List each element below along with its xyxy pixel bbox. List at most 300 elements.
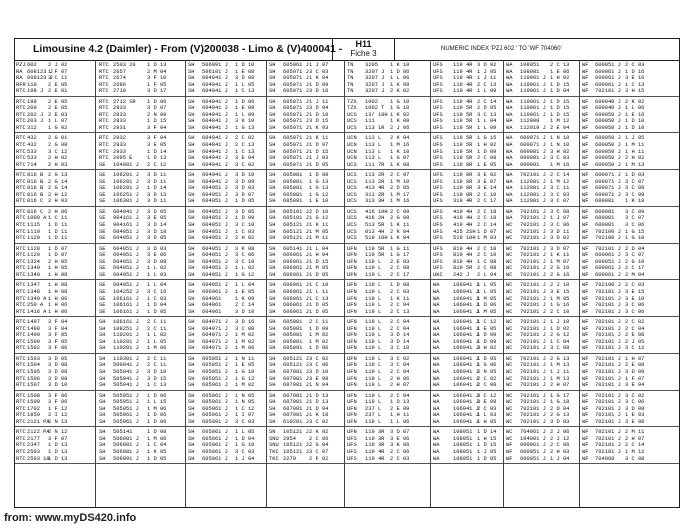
table-cell: TZX [347,105,357,112]
table-cell: 1 H 06 [48,308,68,315]
table-cell: 3 E 14 [477,185,497,192]
table-cell: UCN [347,148,357,155]
table-cell: 2 H 02 [48,155,68,162]
table-cell: UFS [433,245,443,252]
table-cell: 1 C 13 [147,382,167,389]
table-cell: 113 1R [365,124,385,131]
table-cell: SH [188,399,195,406]
table-cell: TZX [347,98,357,105]
table-cell: 2 G 12 [550,332,570,339]
table-cell: 1 H 08 [48,271,68,278]
table-cell: UCS [347,208,357,215]
table-cell: 119 5R [453,155,473,162]
table-cell: SH [188,338,195,345]
table-cell: 2122 PA [27,429,50,436]
table-cell: 3 E 08 [625,418,645,425]
table-cell: WA [433,345,440,352]
table-cell: RTC [16,124,26,131]
table-cell: 3 C 06 [625,302,645,309]
table-cell: 1 E 06 [550,68,570,75]
table-cell: WF [582,124,589,131]
table-cell: 1 L 03 [147,271,167,278]
table-cell: UCS [347,111,357,118]
table-cell: WA [506,111,513,118]
table-cell: 106041 J [453,325,479,332]
table-cell: 1 E 05 [477,161,497,168]
table-cell: SH [99,442,106,449]
table-cell: 3 D 10 [48,382,68,389]
table-cell: UFN [347,258,357,265]
table-cell: 1 N 04 [309,382,329,389]
table-cell: 606061 J [283,295,309,302]
table-cell: SE [99,288,106,295]
table-cell: 106041 J [453,399,479,406]
table-cell: RTC [16,245,26,252]
table-cell: 3 F 04 [48,325,68,332]
table-cell: 604071 J [202,345,228,352]
table-cell: RTC [99,75,109,82]
table-cell: 1 N 05 [235,392,255,399]
table-cell: SH [188,382,195,389]
table-cell: 2 F 02 [309,455,329,462]
table-cell: 605071 J [283,148,309,155]
table-cell: 1 G 07 [390,155,410,162]
table-cell: WF [582,191,589,198]
table-cell: 605061 J [202,435,228,442]
table-cell: UFN [347,332,357,339]
table-cell: 1 D 07 [48,252,68,259]
table-cell: 1 G 10 [235,368,255,375]
table-cell: RTC [16,208,26,215]
table-cell: 3 C 08 [550,208,570,215]
table-cell: 1 J 11 [477,75,497,82]
table-cell: 2 G 08 [48,142,68,149]
table-cell: RTC [16,142,26,149]
table-cell: 606061 J [283,282,309,289]
table-cell: 2 H 06 [390,375,410,382]
table-cell: 604051 J [202,222,228,229]
table-cell: 1 J 04 [550,455,570,462]
table-cell: WF [582,98,589,105]
table-cell: 604071 J [202,325,228,332]
table-cell: 2833 [113,118,126,125]
table-cell: 3 D 08 [48,375,68,382]
table-cell: 506081 J [113,435,139,442]
table-cell: 1 F 07 [625,375,645,382]
table-cell: 3 D 08 [235,75,255,82]
table-cell: 3 K 08 [235,245,255,252]
table-cell: 819 5R [453,265,473,272]
table-cell: 2 C 08 [477,382,497,389]
table-cell: 1 D 09 [477,332,497,339]
table-cell: 3 C 03 [309,68,329,75]
table-cell: SH [188,98,195,105]
table-cell: 3 E 07 [477,178,497,185]
table-cell: 3 C 04 [390,362,410,369]
fiche-box [333,39,395,60]
table-cell: 3 F 05 [48,332,68,339]
table-cell: 1 C 13 [235,88,255,95]
table-cell: 1 K 11 [390,222,410,229]
table-cell: 702101 J [520,382,546,389]
table-cell: SH [188,105,195,112]
table-cell: RTC [16,161,26,168]
table-cell: SH [269,208,276,215]
table-cell: 3 H 15 [625,88,645,95]
table-cell: 3 C 09 [625,191,645,198]
table-cell: 110201 J [113,338,139,345]
table-cell: 605051 J [202,375,228,382]
table-cell: 2 E 09 [390,405,410,412]
table-cell: WA [433,355,440,362]
table-cell: SH [188,442,195,449]
table-cell: WC [506,228,513,235]
table-cell: 2 C 11 [309,319,329,326]
table-cell: 106041 J [453,282,479,289]
table-cell: TN [347,75,354,82]
table-cell: 702101 J [520,215,546,222]
table-cell: WA [506,88,513,95]
table-cell: RTC [16,362,26,369]
table-cell: 106041 J [453,368,479,375]
table-cell: 198 J [27,88,44,95]
table-cell: SH [99,325,106,332]
table-cell: 702101 J [520,222,546,229]
table-cell: 1 M 17 [390,191,410,198]
table-cell: UFN [347,338,357,345]
table-cell: 1 M 05 [550,295,570,302]
table-cell: 2 C 02 [235,135,255,142]
table-cell: 3 C 10 [390,345,410,352]
table-cell: 199 [27,98,37,105]
table-cell: 106041 J [453,332,479,339]
table-cell: SH [269,418,276,425]
table-cell: UFS [433,98,443,105]
table-cell: 2 C 07 [390,172,410,179]
table-cell: 1 D 11 [48,228,68,235]
table-cell: 1324 [27,258,40,265]
table-cell: 3 E 02 [477,172,497,179]
table-cell: 413 4R [365,185,385,192]
table-cell: UFS [433,135,443,142]
table-cell: 106041 J [453,375,479,382]
table-cell: WF [582,392,589,399]
table-cell: WC [506,429,513,436]
table-cell: 2 H 03 [550,448,570,455]
table-cell: WC [506,258,513,265]
table-cell: 119 5R [453,105,473,112]
table-cell: 904161 J [113,222,139,229]
table-cell: 1 M 12 [550,118,570,125]
table-cell: SH [188,282,195,289]
table-cell: 1 D 16 [625,68,645,75]
table-cell: 605061 J [202,412,228,419]
table-cell: 2995 E [113,155,133,162]
table-cell: 702101 J [595,435,621,442]
table-cell: 119 5R [453,124,473,131]
table-cell: 2932 [113,135,126,142]
table-cell: WF [582,178,589,185]
table-cell: 3207 J [365,88,385,95]
page-title: Limousine 4.2 (Daimler) - From (V)200038 - Limo & (V)400041 - [15,39,333,60]
table-cell: RTC [16,455,26,462]
table-cell: SN [269,429,276,436]
table-cell: SE [99,265,106,272]
table-cell: 2 C 06 [550,442,570,449]
table-cell: SH [99,418,106,425]
table-cell: 1499 [27,332,40,339]
table-cell: 1 K 09 [390,81,410,88]
table-cell: RTC [16,105,26,112]
table-cell: 1 D 06 [309,345,329,352]
table-cell: WF [582,442,589,449]
table-cell: 119 5R [365,252,385,259]
table-cell: SH [188,81,195,88]
table-cell: WF [582,282,589,289]
table-cell: 505051 J [113,399,139,406]
table-cell: WA [506,75,513,82]
table-cell: SH [269,191,276,198]
table-cell: 714 [27,161,37,168]
table-cell: SH [188,252,195,259]
table-cell: 605051 J [202,362,228,369]
table-cell: SH [269,258,276,265]
table-cell: 1 G 15 [477,135,497,142]
table-cell: 119 L [365,302,382,309]
table-cell: 702101 J [595,88,621,95]
table-cell: 113 L [365,142,382,149]
table-cell: 1 H 05 [48,265,68,272]
table-cell: WF [582,355,589,362]
table-cell: 237 L [365,405,382,412]
table-cell: 600061 J [595,68,621,75]
table-cell: 1 D 15 [550,111,570,118]
table-cell: 1 D 13 [309,392,329,399]
table-cell: SH [188,198,195,205]
table-cell: 604051 J [202,215,228,222]
table-cell: 702101 J [520,252,546,259]
table-cell: 519 10H [365,235,388,242]
table-cell: 1 D 04 [147,302,167,309]
table-cell: 106041 J [453,392,479,399]
table-cell: 1 F 07 [48,68,68,75]
table-cell: RTC [16,295,26,302]
table-cell: 1 F 05 [147,81,167,88]
table-cell: 2 C 10 [477,252,497,259]
table-cell: 1505 [27,368,40,375]
table-cell: 112081 J [520,198,546,205]
table-cell: SH [269,185,276,192]
table-cell: 1 D 13 [147,155,167,162]
table-cell: SH [188,215,195,222]
table-cell: 110061 J [520,98,546,105]
table-cell: 605081 [283,332,303,339]
table-cell: 1 E 16 [625,111,645,118]
table-cell: 2833 [113,105,126,112]
table-cell: 3 D 04 [309,105,329,112]
table-cell: 604051 J [202,271,228,278]
table-cell: UFN [347,302,357,309]
table-cell: 1 D 06 [235,98,255,105]
table-cell: 1 D 09 [309,81,329,88]
table-cell: 1 H 02 [477,142,497,149]
table-cell: 702101 J [595,362,621,369]
table-cell: UFN [347,355,357,362]
table-cell: SH [188,222,195,229]
table-cell: 3 C 06 [625,222,645,229]
table-cell: 604041 J [202,105,228,112]
table-cell: 702101 J [520,392,546,399]
table-cell: UCS [347,161,357,168]
table-cell: RTC [16,288,26,295]
table-cell: 604041 J [202,88,228,95]
table-cell: 604051 J [202,265,228,272]
table-cell: 1 D 15 [309,258,329,265]
table-cell: 110061 J [520,88,546,95]
table-cell: 506091 J [113,455,139,462]
table-cell: SH [99,429,106,436]
table-cell: 600071 J [595,172,621,179]
table-cell: 106201 J [113,178,139,185]
table-cell: 1 C 08 [477,258,497,265]
table-cell: UFS [433,88,443,95]
table-cell: 3 D 10 [235,172,255,179]
table-cell: WA [506,155,513,162]
table-cell: 119 4R [453,98,473,105]
table-cell: WA [506,161,513,168]
table-cell: 607081 J [283,399,309,406]
table-cell: 3 D 08 [48,362,68,369]
column-divider [579,60,580,507]
table-cell: 605061 J [202,399,228,406]
table-cell: 605071 J [283,124,309,131]
table-cell: WA [433,412,440,419]
table-cell: 604041 J [202,111,228,118]
table-cell: 702101 J [595,368,621,375]
table-cell: 1 L 05 [235,81,255,88]
table-cell: 1 D 05 [235,198,255,205]
table-cell: 104001 J [520,435,546,442]
table-cell: WA [506,68,513,75]
table-cell: 600061 J [595,265,621,272]
table-cell: 106201 J [113,172,139,179]
table-cell: 2933 [113,148,126,155]
table-cell: 3 C 03 [550,191,570,198]
table-cell: WC [506,405,513,412]
table-cell: WA [433,288,440,295]
table-cell: 608123 J [27,75,53,82]
table-cell: 3 E 10 [625,295,645,302]
table-cell: UFN [347,252,357,259]
table-cell: 702101 J [595,375,621,382]
table-cell: 1 D 10 [309,111,329,118]
table-cell: 119 L [365,332,382,339]
table-cell: 604061 [202,302,222,309]
table-cell: 1 C 04 [147,442,167,449]
table-cell: RTC [16,185,26,192]
table-cell: 2 E 03 [48,111,68,118]
table-cell: 3 K 06 [390,442,410,449]
table-cell: WA [433,429,440,436]
table-cell: 3 C 03 [235,448,255,455]
table-cell: 702101 J [520,375,546,382]
table-cell: 702101 J [595,382,621,389]
table-cell: 1119 [27,228,40,235]
table-cell: WC [506,418,513,425]
table-cell: 3 C 10 [235,222,255,229]
table-cell: 106041 J [453,288,479,295]
index-page-frame [14,38,680,508]
table-cell: WA [506,142,513,149]
table-cell: UCS [347,198,357,205]
table-cell: 1 K 10 [390,148,410,155]
table-cell: 1702 [27,405,40,412]
table-cell: 702101 J [520,228,546,235]
table-cell: 319 4R [453,198,473,205]
table-cell: 2 C 18 [477,208,497,215]
table-cell: 106161 J [113,302,139,309]
table-cell: 2 G 16 [550,271,570,278]
table-cell: 513 5R [365,222,385,229]
table-cell: 1 G 12 [235,271,255,278]
table-cell: 702101 J [595,302,621,309]
table-cell: WC [506,338,513,345]
table-cell: 311 2R [365,191,385,198]
table-cell: 1507 [27,382,40,389]
table-cell: 2 C 08 [390,265,410,272]
table-cell: 600061 J [595,252,621,259]
table-cell: 702101 J [520,308,546,315]
table-cell: UFN [347,382,357,389]
table-cell: 3 D 05 [48,355,68,362]
table-cell: 1 G 10 [625,235,645,242]
table-cell: SH [269,142,276,149]
table-cell: 2177 [27,435,40,442]
table-cell: 3207 J [365,75,385,82]
table-cell: 110301 J [113,355,139,362]
table-cell: SH [269,325,276,332]
table-cell: SE [99,172,106,179]
table-cell: 704061 J [520,429,546,436]
table-cell: 2 G 13 [550,355,570,362]
table-cell: 1 H 04 [309,252,329,259]
table-cell: 108051 [453,435,473,442]
table-cell: RTC [16,178,26,185]
table-cell: 819 4H [453,252,473,259]
table-cell: 1 G 16 [550,302,570,309]
table-cell: 3 E 05 [147,215,167,222]
table-cell: 2 E 04 [550,124,570,131]
table-cell: 1 M 06 [147,405,167,412]
table-cell: WC [506,222,513,229]
table-cell: SH [188,392,195,399]
table-cell: 2 H 02 [235,235,255,242]
table-cell: WF [582,308,589,315]
table-cell: 605071 J [283,118,309,125]
table-cell: 1 H 15 [477,435,497,442]
table-cell: WA [433,325,440,332]
table-cell: RTC [16,405,26,412]
table-cell: SH [188,148,195,155]
table-cell: 605071 J [283,98,309,105]
table-cell: RTC [16,118,26,125]
table-cell: UFS [433,68,443,75]
table-cell: SH [269,382,276,389]
table-cell: 600050 J [595,148,621,155]
table-cell: 1 C 03 [147,295,167,302]
table-cell: RTC [16,282,26,289]
table-cell: 1497 [27,319,40,326]
